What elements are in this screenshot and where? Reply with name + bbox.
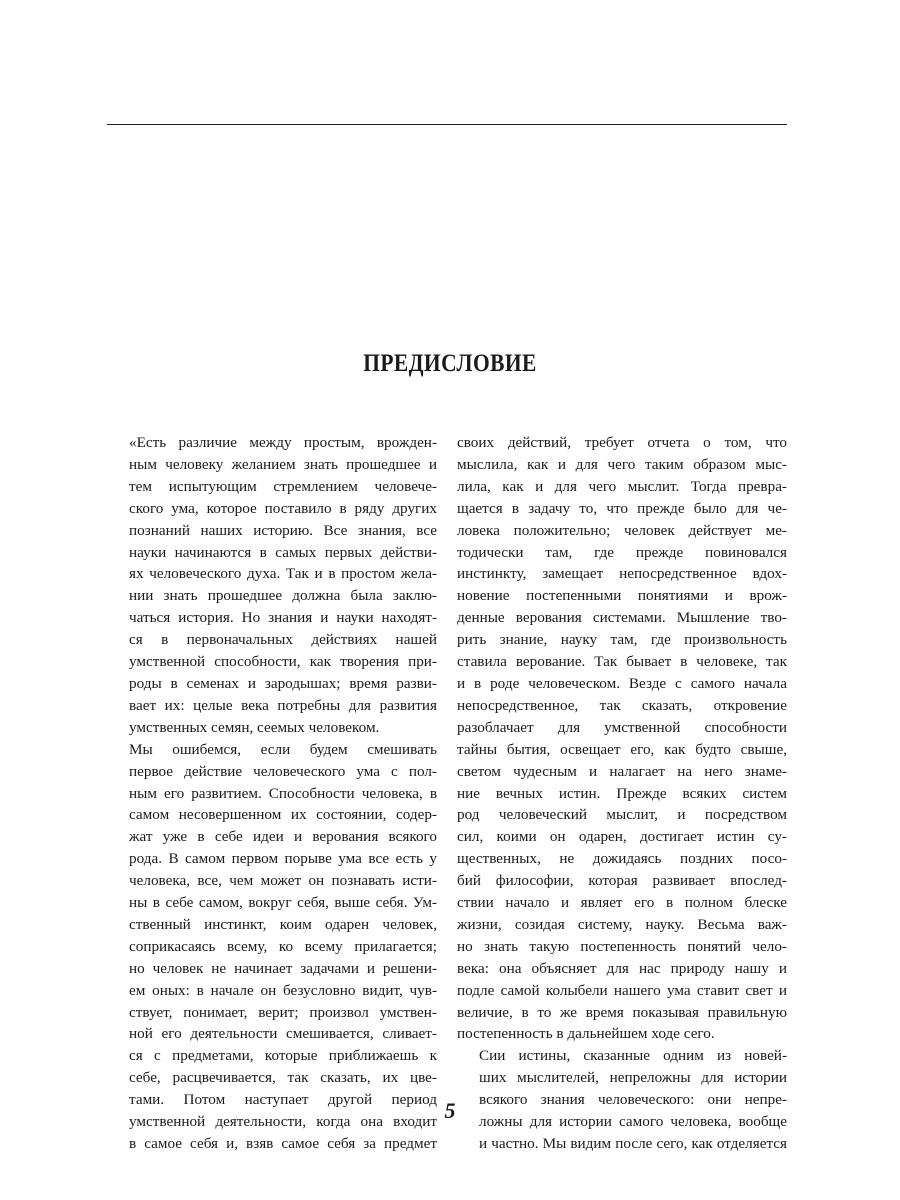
text-line: но знать такую постепенность понятий чело- [457,937,787,955]
text-line: щественных, не дожидаясь поздних посо- [457,850,787,868]
text-line: разоблачает для умственной способности [457,718,787,736]
header-rule [107,124,787,125]
text-line: бий философии, которая развивает впослед- [457,872,787,890]
text-line: самом несовершенном их состоянии, содер- [129,806,437,824]
text-line: светом чудесным и налагает на него знаме- [457,762,787,780]
text-line: ствии начало и являет его в полном блеске [457,894,787,912]
text-line: и частно. Мы видим после сего, как отделяется [479,1135,787,1152]
text-line: рода. В самом первом порыве ума все есть у [129,850,437,868]
paragraph [107,739,437,1155]
text-line: ложны для истории самого человека, вообще [479,1113,787,1131]
text-line: новение постепенными понятиями и врож- [457,587,787,605]
text-line: род человеческий мыслит, и посредством [457,806,787,824]
text-line: в самое себя и, взяв самое себя за предмет [129,1135,437,1152]
text-line: нии знать прошедшее должна была заклю- [129,587,437,605]
text-line: роды в семенах и зародышах; время разви- [129,674,437,692]
text-line: умственных семян, сеемых человеком. [129,718,380,736]
text-line: подле самой колыбели нашего ума ставит свет и [457,981,787,999]
text-line: науки начинаются в самых первых действи- [129,543,437,561]
chapter-title: ПРЕДИСЛОВИЕ [363,350,537,377]
text-line: вает их: целые века потребны для развития [129,696,437,714]
text-line: величие, в то же время показывая правильную [457,1003,787,1021]
text-line: ся в первоначальных действиях нашей [129,631,437,649]
text-line: ях человеческого духа. Так и в простом жела- [129,565,437,583]
text-line: но человек не начинает задачами и решени- [129,959,437,977]
text-line: лила, как и для чего мыслит. Тогда превра- [457,477,787,495]
text-line: жизни, созидая систему, науку. Весьма важ- [457,915,787,933]
text-line: ствует, понимает, верит; произвол умствен- [129,1003,437,1021]
text-line: ся с предметами, которые приближаешь к [129,1047,437,1065]
text-line: ны в себе самом, вокруг себя, выше себя. Ум- [129,894,437,912]
text-line: всякого знания человеческого: они непре- [479,1091,787,1109]
text-line: чаться история. Но знания и науки находят- [129,609,437,627]
text-line: человека, все, чем может он познавать исти- [129,872,437,890]
text-line: тем испытующим стремлением человече- [129,477,437,495]
text-line: умственной деятельности, когда она входит [129,1113,437,1131]
text-line: своих действий, требует отчета о том, что [457,434,787,451]
text-line: Сии истины, сказанные одним из новей- [479,1047,787,1065]
text-line: века: она объясняет для нас природу нашу и [457,959,787,977]
paragraph [457,432,787,1045]
text-line: соприкасаясь всему, ко всему прилагается; [129,937,437,955]
page-number: 5 [444,1098,456,1123]
text-line: непосредственное, так сказать, откровение [457,696,787,714]
text-line: ственный инстинкт, коим одарен человек, [129,915,437,933]
text-line: сил, коими он одарен, достигает истин су- [457,828,787,846]
text-line: мыслила, как и для чего таким образом мыс- [457,455,787,473]
text-line: тайны бытия, освещает его, как будто свыше, [457,740,787,758]
text-line: ших мыслителей, непреложны для истории [479,1069,787,1087]
text-line: ского ума, которое поставило в ряду других [129,499,437,517]
text-line: ставила верование. Так бывает в человеке, так [457,653,787,671]
text-line: ние вечных истин. Прежде всяких систем [457,784,787,802]
text-line: «Есть различие между простым, врожден- [129,434,437,451]
paragraph [107,432,437,739]
text-line: умственной способности, как творения при- [129,653,437,671]
text-line: жат уже в себе идеи и верования всякого [129,828,437,846]
text-column-left [107,432,437,1155]
text-line: щается в задачу то, что прежде было для че- [457,499,787,517]
text-column-right [457,432,787,1155]
text-line: постепенность в дальнейшем ходе сего. [457,1025,715,1043]
text-line: ным его развитием. Способности человека, в [129,784,437,802]
text-line: инстинкту, замещает непосредственное вдох- [457,565,787,583]
text-line: Мы ошибемся, если будем смешивать [129,740,437,758]
text-line: тодически там, где прежде повиновался [457,543,787,561]
text-line: ным человеку желанием знать прошедшее и [129,455,437,473]
text-line: ловека положительно; человек действует ме- [457,521,787,539]
text-line: и в роде человеческом. Везде с самого начала [457,674,787,692]
text-line: тами. Потом наступает другой период [129,1091,437,1109]
text-line: рить знание, науку там, где произвольность [457,631,787,649]
text-line: ем оных: в начале он безусловно видит, чув- [129,981,437,999]
text-line: ной его деятельности смешивается, сливает- [129,1025,437,1043]
text-line: первое действие человеческого ума с пол- [129,762,437,780]
text-line: познаний наших историю. Все знания, все [129,521,437,539]
text-line: себе, расцвечивается, так сказать, их цве- [129,1069,437,1087]
text-line: денные верования системами. Мышление тво- [457,609,787,627]
